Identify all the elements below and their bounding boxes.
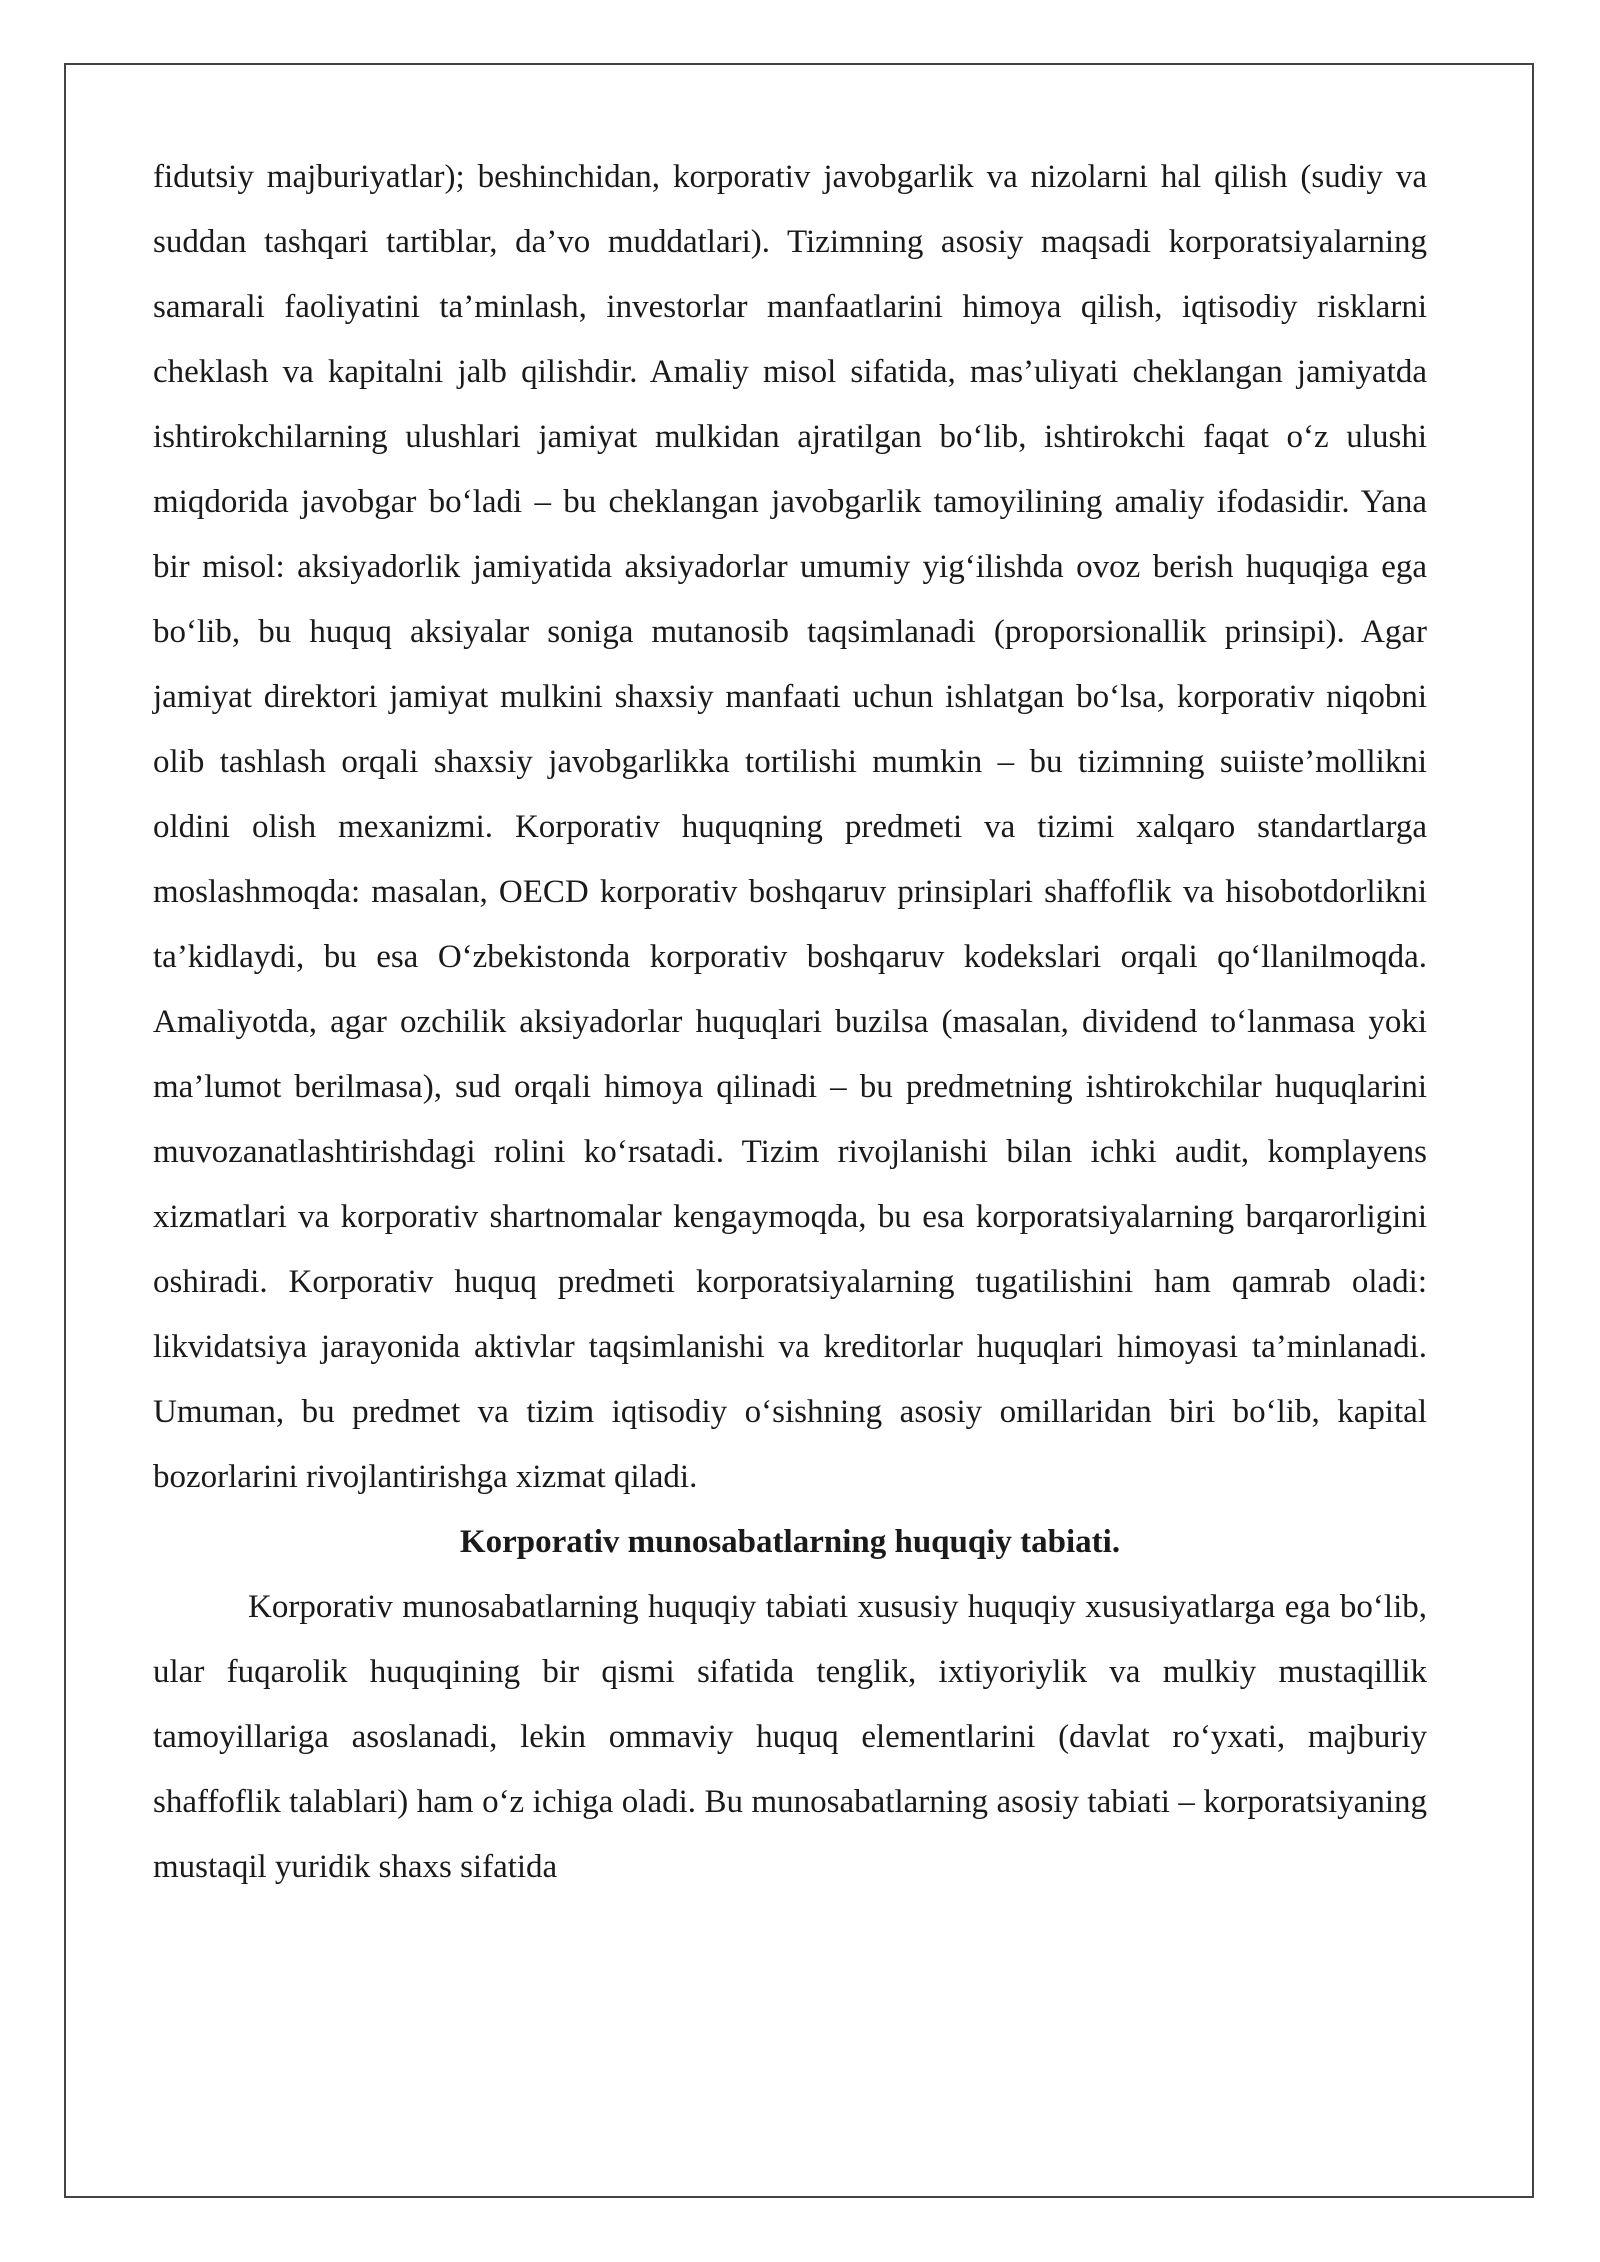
section-heading: Korporativ munosabatlarning huquqiy tabiati. [459,1524,1121,1560]
document-body [153,145,1427,1900]
body-paragraph: fidutsiy majburiyatlar); beshinchidan, korporativ javobgarlik va nizolarni hal qilish (sudiy va suddan tashqari tartiblar, da’vo muddatlari). Tizimning asosiy maqsadi korporatsiyalarning samarali faoliyatini ta’minlash, investorlar manfaatlarini himoya qilish, iqtisodiy risklarni cheklash va kapitalni jalb qilishdir. Amaliy misol sifatida, mas’uliyati cheklangan jamiyatda ishtirokchilarning ulushlari jamiyat mulkidan ajratilgan bo‘lib, ishtirokchi faqat o‘z ulushi miqdorida javobgar bo‘ladi – bu cheklangan javobgarlik tamoyilining amaliy ifodasidir. Yana bir misol: aksiyadorlik jamiyatida aksiyadorlar umumiy yig‘ilishda ovoz berish huquqiga ega bo‘lib, bu huquq aksiyalar soniga mutanosib taqsimlanadi (proporsionallik prinsipi). Agar jamiyat direktori jamiyat mulkini shaxsiy manfaati uchun ishlatgan bo‘lsa, korporativ niqobni olib tashlash orqali shaxsiy javobgarlikka tortilishi mumkin – bu tizimning suiiste’mollikni oldini olish mexanizmi. Korporativ huquqning predmeti va tizimi xalqaro standartlarga moslashmoqda: masalan, OECD korporativ boshqaruv prinsiplari shaffoflik va hisobotdorlikni ta’kidlaydi, bu esa O‘zbekistonda korporativ boshqaruv kodekslari orqali qo‘llanilmoqda. Amaliyotda, agar ozchilik aksiyadorlar huquqlari buzilsa (masalan, dividend to‘lanmasa yoki ma’lumot berilmasa), sud orqali himoya qilinadi – bu predmetning ishtirokchilar huquqlarini muvozanatlashtirishdagi rolini ko‘rsatadi. Tizim rivojlanishi bilan ichki audit, komplayens xizmatlari va korporativ shartnomalar kengaymoqda, bu esa korporatsiyalarning barqarorligini oshiradi. Korporativ huquq predmeti korporatsiyalarning tugatilishini ham qamrab oladi: likvidatsiya jarayonida aktivlar taqsimlanishi va kreditorlar huquqlari himoyasi ta’minlanadi. Umuman, bu predmet va tizim iqtisodiy o‘sishning asosiy omillaridan biri bo‘lib, kapital bozorlarini rivojlantirishga xizmat qiladi. [153,159,1427,1495]
body-paragraph: Korporativ munosabatlarning huquqiy tabiati xususiy huquqiy xususiyatlarga ega bo‘lib, ular fuqarolik huquqining bir qismi sifatida tenglik, ixtiyoriylik va mulkiy mustaqillik tamoyillariga asoslanadi, lekin ommaviy huquq elementlarini (davlat ro‘yxati, majburiy shaffoflik talablari) ham o‘z ichiga oladi. Bu munosabatlarning asosiy tabiati – korporatsiyaning mustaqil yuridik shaxs sifatida [153,1589,1427,1885]
